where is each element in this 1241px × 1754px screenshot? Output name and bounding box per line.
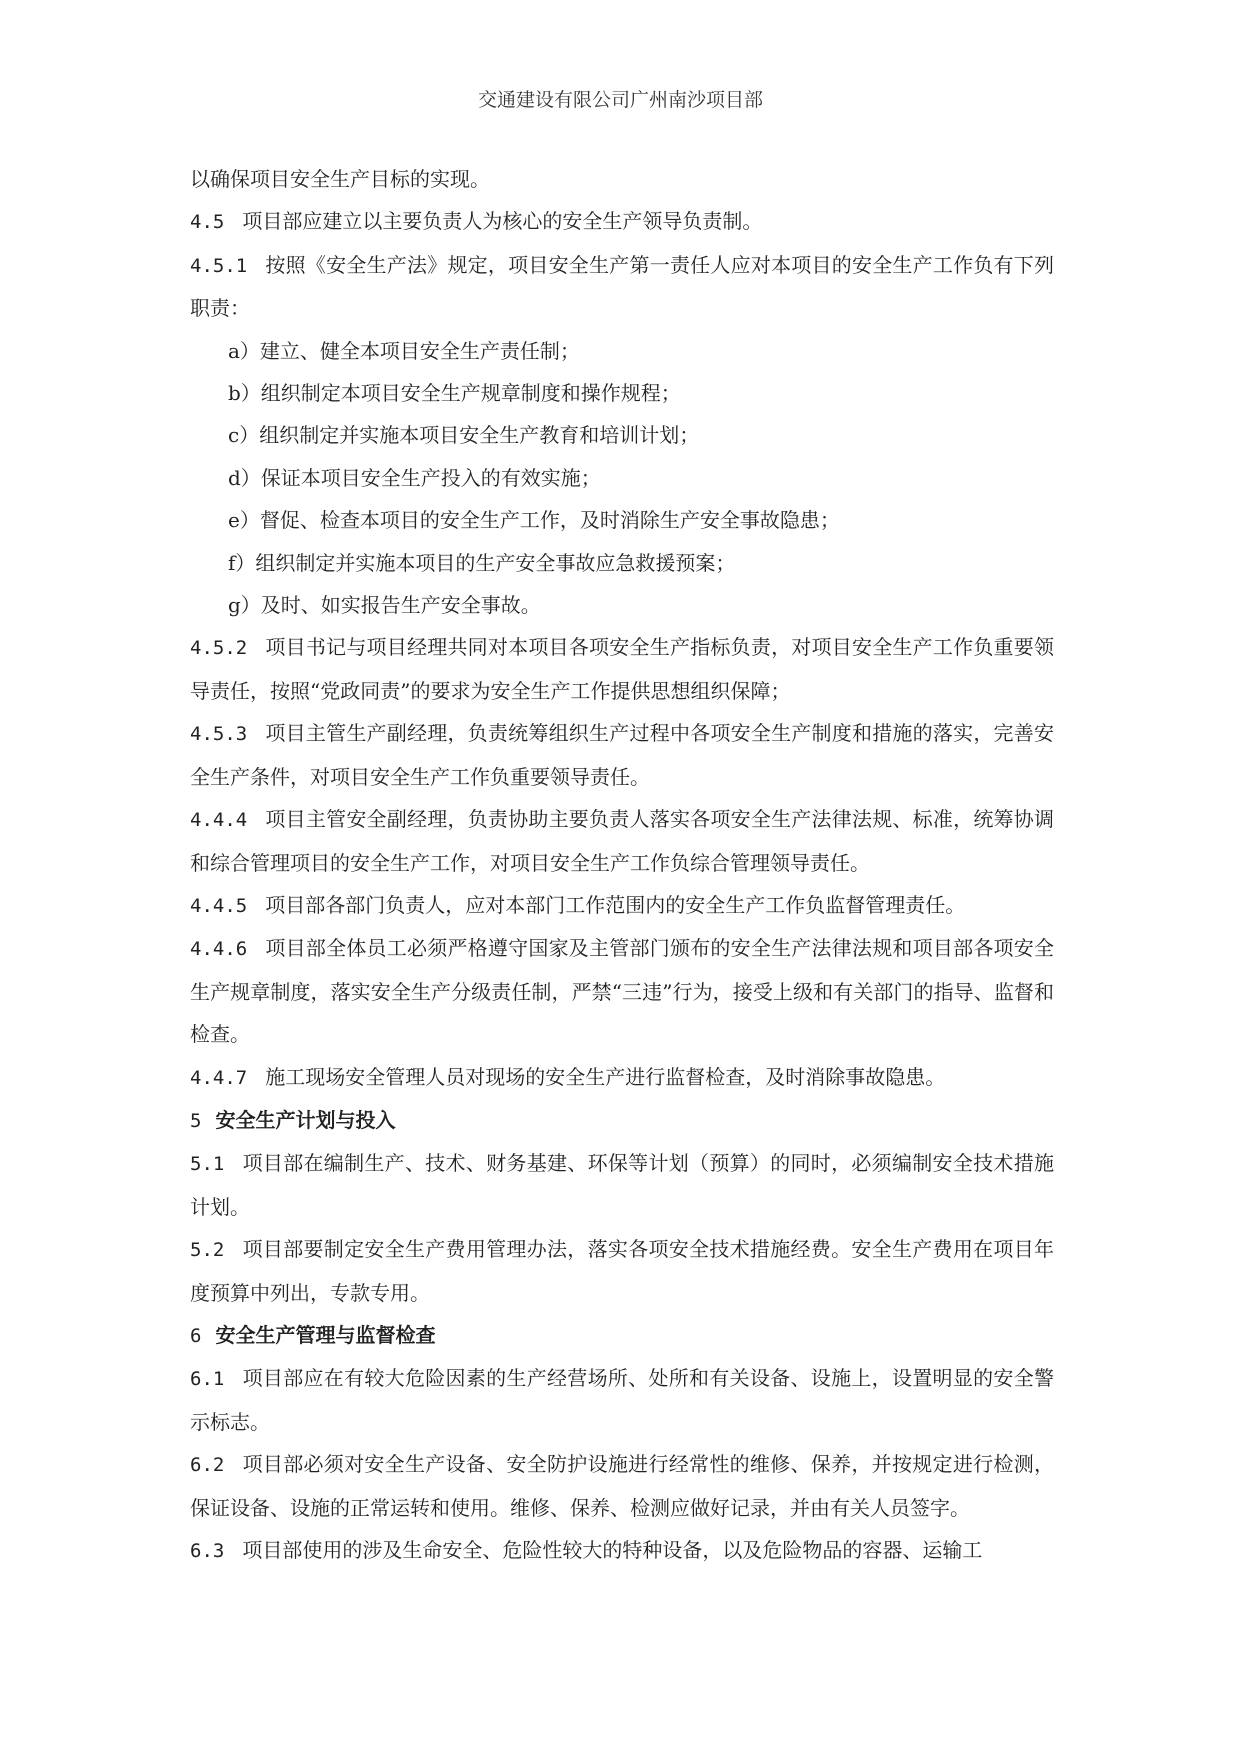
paragraph-text: 项目书记与项目经理共同对本项目各项安全生产指标负责，对项目安全生产工作负重要领导责任，按照“党政同责”的要求为安全生产工作提供思想组织保障； [190,635,1054,703]
section-number: 4.5.3 [190,723,248,746]
document-body [190,158,1054,1572]
section-number: 5.2 [190,1239,225,1262]
section-number: 4.4.7 [190,1066,248,1089]
section-number: 4.5 [190,211,225,234]
section-number: 5.1 [190,1153,225,1176]
list-item-text: c）组织制定并实施本项目安全生产教育和培训计划； [228,423,700,448]
list-item [190,457,1054,499]
paragraph-text: 项目部各部门负责人，应对本部门工作范围内的安全生产工作负监督管理责任。 [265,892,966,917]
heading-number: 5 [190,1109,202,1132]
paragraph-text: 项目主管安全副经理，负责协助主要负责人落实各项安全生产法律法规、标准，统筹协调和综合管理项目的安全生产工作，对项目安全生产工作负综合管理领导责任。 [190,807,1054,875]
section-number: 4.5.1 [190,254,248,277]
section-number: 6.3 [190,1540,225,1562]
paragraph-text: 按照《安全生产法》规定，项目安全生产第一责任人应对本项目的安全生产工作负有下列职责： [190,252,1054,321]
list-item-text: f）组织制定并实施本项目的生产安全事故应急救援预案； [228,550,736,575]
heading-number: 6 [190,1324,202,1347]
section-number: 4.4.4 [190,809,248,832]
paragraph-text: 项目部全体员工必须严格遵守国家及主管部门颁布的安全生产法律法规和项目部各项安全生产规章制度，落实安全生产分级责任制，严禁“三违”行为，接受上级和有关部门的指导、监督和检查。 [190,936,1054,1047]
paragraph-text: 项目部应在有较大危险因素的生产经营场所、处所和有关设备、设施上，设置明显的安全警示标志。 [190,1366,1054,1434]
paragraph-text: 施工现场安全管理人员对现场的安全生产进行监督检查，及时消除事故隐患。 [265,1064,946,1089]
list-item [190,499,1054,541]
heading-text: 安全生产管理与监督检查 [215,1322,436,1347]
paragraph [190,1443,1054,1529]
paragraph [190,712,1054,798]
paragraph [190,1228,1054,1314]
list-item [190,542,1054,584]
list-item-text: b）组织制定本项目安全生产规章制度和操作规程； [228,381,681,406]
paragraph [190,158,1054,200]
heading-text: 安全生产计划与投入 [215,1107,396,1132]
section-heading [190,1314,1054,1357]
paragraph [190,626,1054,712]
header-title: 交通建设有限公司广州南沙项目部 [477,89,763,111]
paragraph-text: 项目部要制定安全生产费用管理办法，落实各项安全技术措施经费。安全生产费用在项目年度预算中列出，专款专用。 [190,1237,1054,1305]
section-number: 6.1 [190,1368,225,1391]
list-item-text: a）建立、健全本项目安全生产责任制； [228,338,580,363]
paragraph [190,244,1054,330]
list-item-text: e）督促、检查本项目的安全生产工作，及时消除生产安全事故隐患； [228,508,840,533]
list-item [190,414,1054,456]
section-number: 4.4.5 [190,894,248,917]
paragraph [190,884,1054,927]
paragraph-text: 项目部必须对安全生产设备、安全防护设施进行经常性的维修、保养，并按规定进行检测，保证设备、设施的正常运转和使用。维修、保养、检测应做好记录，并由有关人员签字。 [190,1452,1054,1520]
paragraph [190,798,1054,884]
paragraph-text: 项目部在编制生产、技术、财务基建、环保等计划（预算）的同时，必须编制安全技术措施计划。 [190,1151,1054,1219]
list-item [190,330,1054,372]
page-header [0,86,1241,114]
paragraph-text: 以确保项目安全生产目标的实现。 [190,167,490,191]
list-item [190,372,1054,414]
paragraph-text: 项目部使用的涉及生命安全、危险性较大的特种设备，以及危险物品的容器、运输工 [242,1538,983,1562]
list-item-text: g）及时、如实报告生产安全事故。 [228,593,541,618]
section-heading [190,1099,1054,1142]
list-item-text: d）保证本项目安全生产投入的有效实施； [228,465,601,490]
section-number: 4.5.2 [190,637,248,660]
paragraph [190,1357,1054,1443]
list-item [190,584,1054,626]
paragraph [190,200,1054,243]
paragraph [190,1529,1054,1572]
paragraph [190,927,1054,1055]
section-number: 6.2 [190,1454,225,1477]
paragraph [190,1056,1054,1099]
paragraph-text: 项目主管生产副经理，负责统筹组织生产过程中各项安全生产制度和措施的落实，完善安全生产条件，对项目安全生产工作负重要领导责任。 [190,721,1054,789]
section-number: 4.4.6 [190,938,248,961]
paragraph [190,1142,1054,1228]
paragraph-text: 项目部应建立以主要负责人为核心的安全生产领导负责制。 [242,209,763,234]
